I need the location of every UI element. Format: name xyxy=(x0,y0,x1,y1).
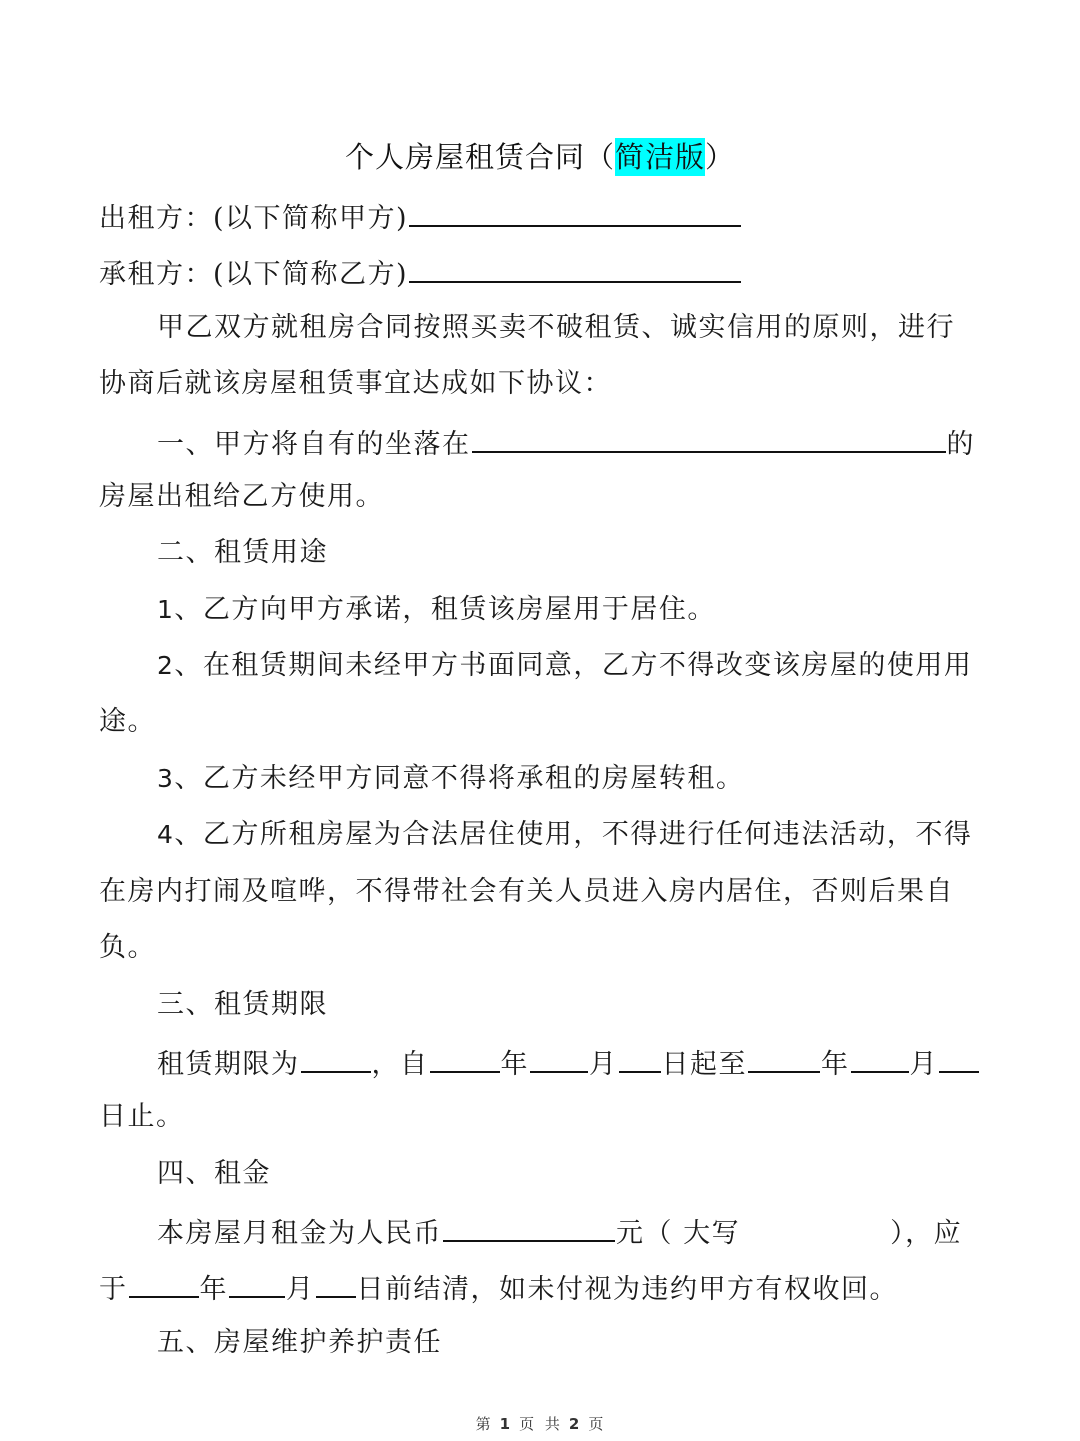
rent-line2-prefix: 于 xyxy=(99,1274,128,1305)
lessee-line xyxy=(99,251,742,295)
lessee-blank[interactable] xyxy=(409,251,741,283)
lessor-blank[interactable] xyxy=(409,195,741,227)
start-day-blank[interactable] xyxy=(619,1041,661,1073)
term-length-blank[interactable] xyxy=(301,1041,371,1073)
section2-heading: 二、租赁用途 xyxy=(157,537,328,568)
rent-close: ），应 xyxy=(890,1218,963,1249)
section3-heading: 三、租赁期限 xyxy=(157,989,328,1020)
item1-text: 、乙方向甲方承诺，租赁该房屋用于居住。 xyxy=(174,594,716,625)
section5-heading: 五、房屋维护养护责任 xyxy=(157,1327,442,1358)
lessor-label: 出租方：(以下简称甲方) xyxy=(99,203,409,234)
end-month-blank[interactable] xyxy=(851,1041,909,1073)
rent-year: 年 xyxy=(199,1274,228,1305)
start-year-blank[interactable] xyxy=(430,1041,500,1073)
term-month2: 月 xyxy=(909,1049,938,1080)
term-prefix: 租赁期限为 xyxy=(157,1049,300,1080)
item3 xyxy=(157,759,744,799)
lessor-line xyxy=(99,195,742,239)
title-main: 个人房屋租赁合同（ xyxy=(344,140,615,174)
term-line-2: 日止。 xyxy=(99,1101,185,1132)
clause1-prefix: 一、甲方将自有的坐落在 xyxy=(157,429,471,460)
item2-text: 、在租赁期间未经甲方书面同意，乙方不得改变该房屋的使用用 xyxy=(174,650,973,681)
item1 xyxy=(157,590,716,630)
term-from: ，自 xyxy=(371,1049,429,1080)
item4-number: 4 xyxy=(157,820,175,849)
intro-line-2: 协商后就该房屋租赁事宜达成如下协议： xyxy=(99,368,612,399)
title-highlight: 简洁版 xyxy=(614,140,705,174)
rent-line2-suffix: 日前结清，如未付视为违约甲方有权收回。 xyxy=(356,1274,898,1305)
item1-number: 1 xyxy=(157,595,175,624)
footer-page-word: 第 xyxy=(475,1415,492,1433)
item2 xyxy=(157,646,972,686)
item4-line-2: 在房内打闹及喧哗，不得带社会有关人员进入房内居住，否则后果自 xyxy=(99,876,954,907)
rent-line xyxy=(157,1210,962,1254)
start-month-blank[interactable] xyxy=(530,1041,588,1073)
item4-text: 、乙方所租房屋为合法居住使用，不得进行任何违法活动，不得 xyxy=(174,819,973,850)
clause1-line xyxy=(157,421,975,465)
item2-line-2: 途。 xyxy=(99,706,156,737)
clause1-suffix: 的 xyxy=(946,429,975,460)
title-close: ） xyxy=(705,140,736,174)
end-year-blank[interactable] xyxy=(748,1041,820,1073)
current-page-number: 1 xyxy=(499,1415,512,1433)
total-pages-number: 2 xyxy=(568,1415,581,1433)
item4-line-3: 负。 xyxy=(99,932,156,963)
rent-amount-blank[interactable] xyxy=(443,1210,615,1242)
section4-heading: 四、租金 xyxy=(157,1158,271,1189)
end-day-blank[interactable] xyxy=(939,1041,979,1073)
term-day-until: 日起至 xyxy=(661,1049,747,1080)
rent-month: 月 xyxy=(286,1274,315,1305)
rent-yuan: 元（ 大写 xyxy=(616,1218,741,1249)
term-year2: 年 xyxy=(821,1049,850,1080)
item3-number: 3 xyxy=(157,764,175,793)
term-line xyxy=(157,1041,980,1085)
payment-month-blank[interactable] xyxy=(229,1266,285,1298)
lessee-label: 承租方：(以下简称乙方) xyxy=(99,259,409,290)
item3-text: 、乙方未经甲方同意不得将承租的房屋转租。 xyxy=(174,763,745,794)
rent-line-2 xyxy=(99,1266,898,1310)
footer-page-word-2: 页 xyxy=(519,1415,536,1433)
intro-line-1: 甲乙双方就租房合同按照买卖不破租赁、诚实信用的原则，进行 xyxy=(157,312,955,343)
payment-year-blank[interactable] xyxy=(129,1266,199,1298)
term-year1: 年 xyxy=(500,1049,529,1080)
rent-prefix: 本房屋月租金为人民币 xyxy=(157,1218,442,1249)
page-footer xyxy=(0,1413,1080,1434)
footer-page-word-3: 页 xyxy=(588,1415,605,1433)
clause1-line-2: 房屋出租给乙方使用。 xyxy=(99,481,384,512)
term-month1: 月 xyxy=(589,1049,618,1080)
item2-number: 2 xyxy=(157,651,175,680)
footer-total-word: 共 xyxy=(544,1415,561,1433)
payment-day-blank[interactable] xyxy=(316,1266,356,1298)
location-blank[interactable] xyxy=(472,421,946,453)
page-title xyxy=(0,132,1080,182)
item4 xyxy=(157,815,972,855)
